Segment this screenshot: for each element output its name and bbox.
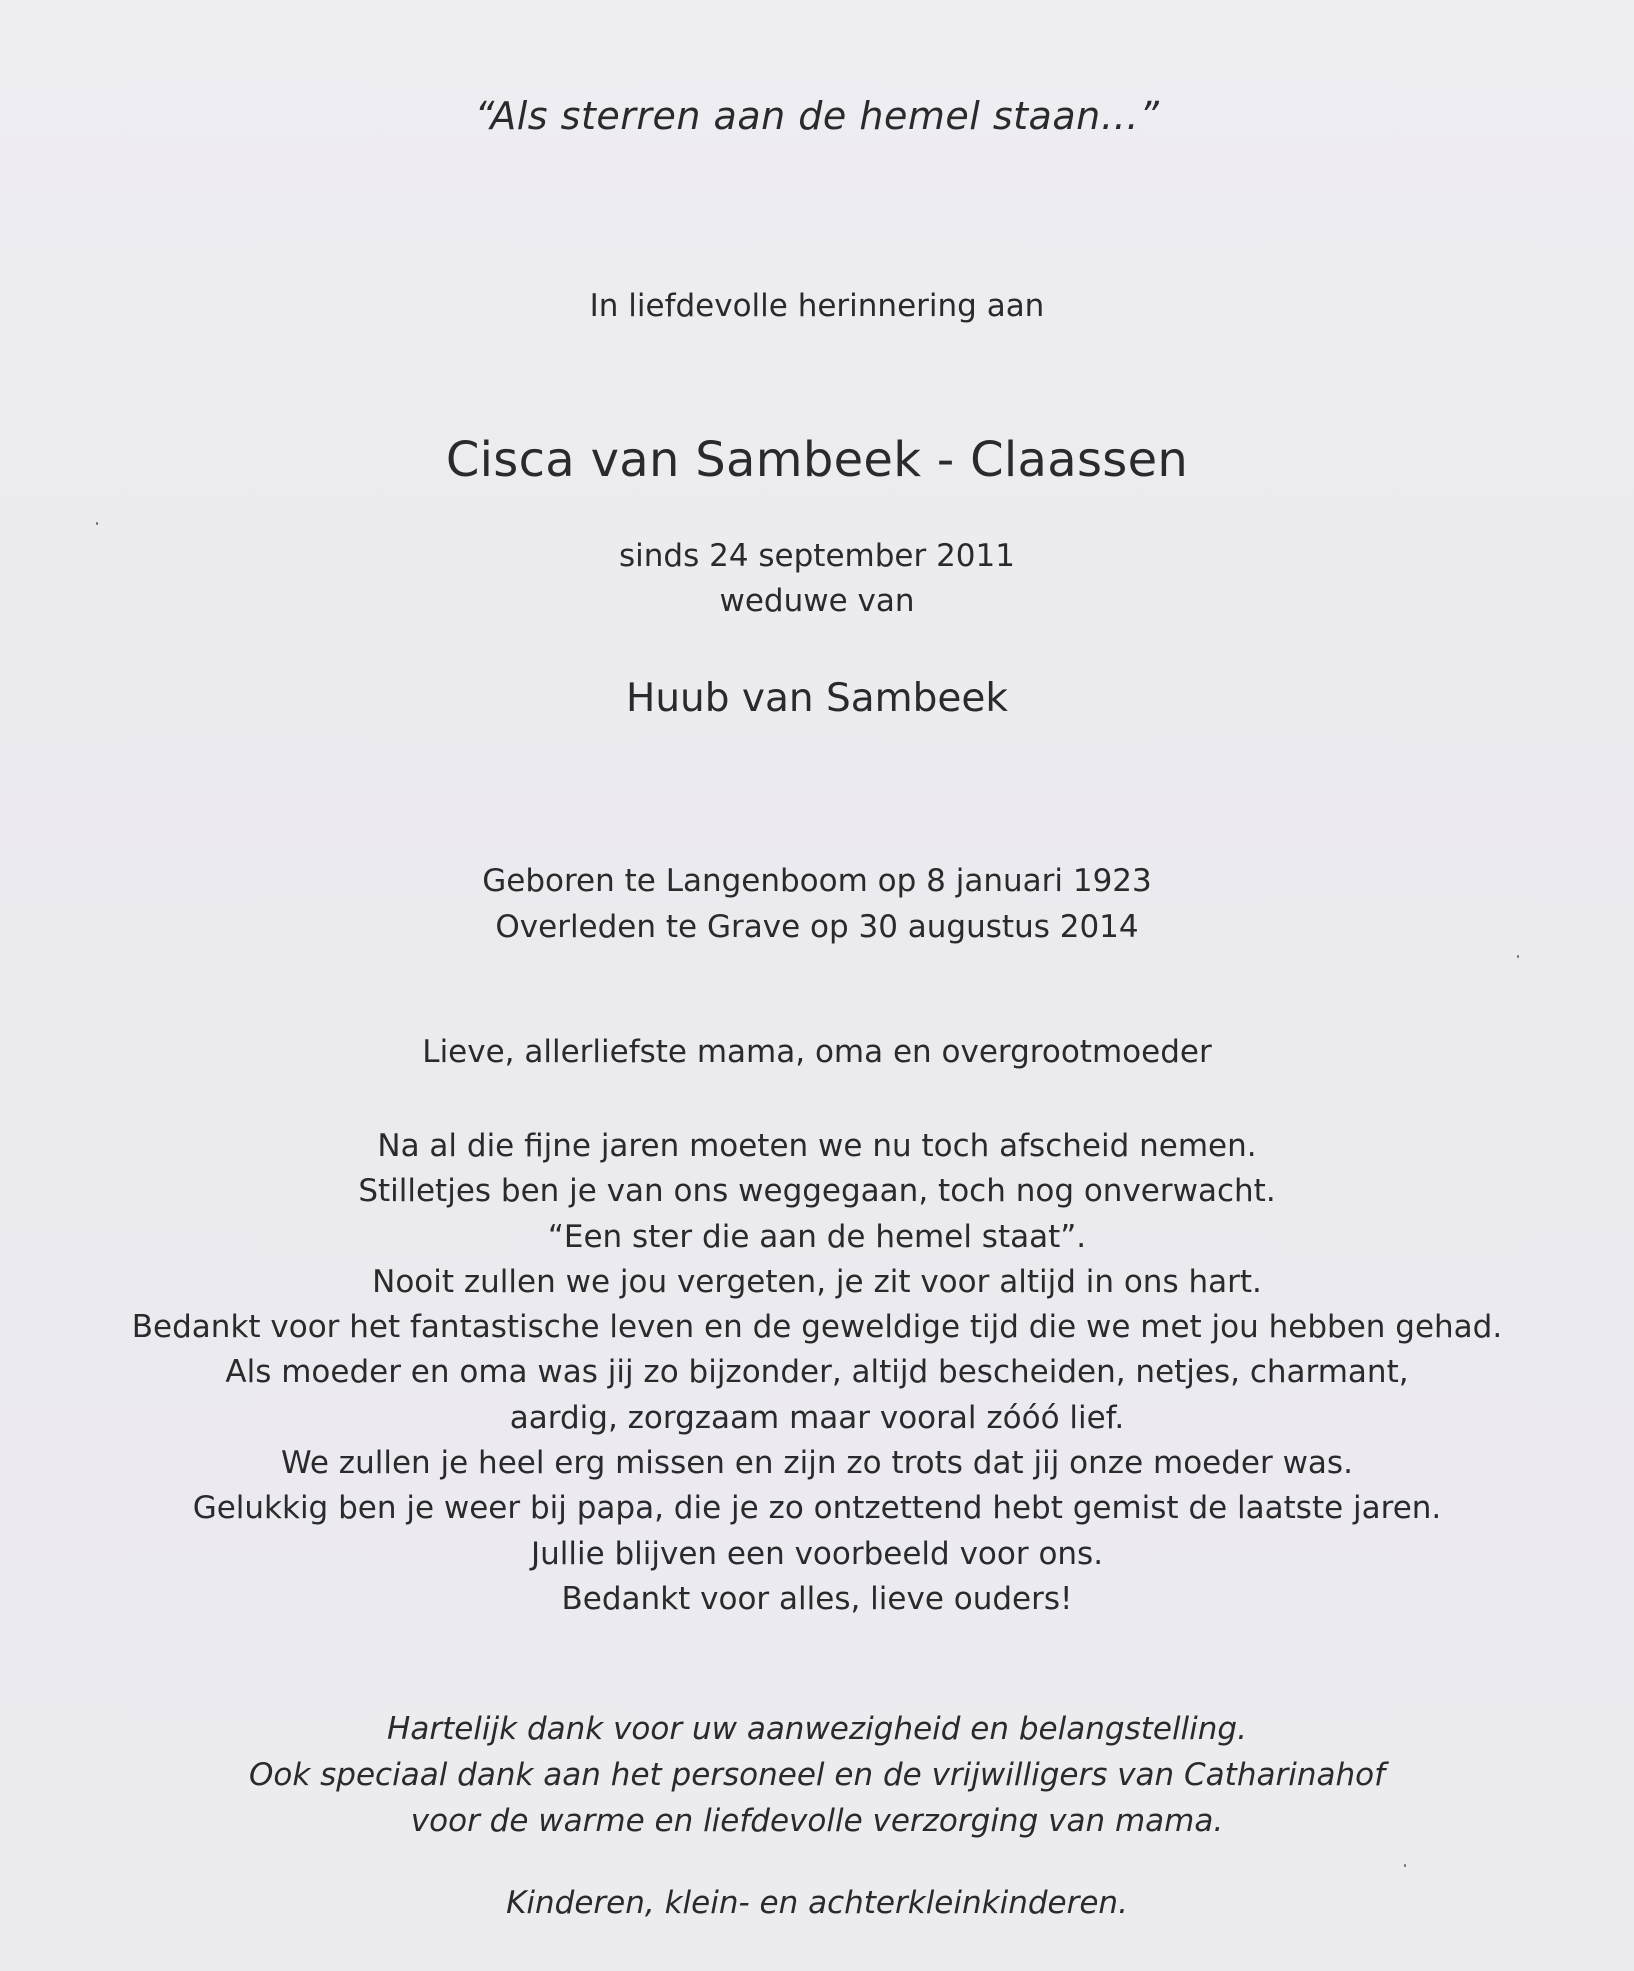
opening-quote: “Als sterren aan de hemel staan…” (474, 94, 1160, 138)
deceased-name: Cisca van Sambeek - Claassen (445, 432, 1189, 488)
poem-line: Als moeder en oma was jij zo bijzonder, altijd bescheiden, netjes, charmant, (225, 1354, 1409, 1391)
farewell-poem (0, 1124, 1634, 1622)
poem-line: Bedankt voor het fantastische leven en de geweldige tijd die we met jou hebben gehad. (131, 1309, 1503, 1346)
poem-line: aardig, zorgzaam maar vooral zóóó lief. (509, 1399, 1125, 1436)
poem-line: We zullen je heel erg missen en zijn zo trots dat jij onze moeder was. (281, 1445, 1353, 1482)
acknowledgement-line: Hartelijk dank voor uw aanwezigheid en belangstelling. (387, 1711, 1247, 1747)
poem-line: Jullie blijven een voorbeeld voor ons. (530, 1535, 1104, 1572)
poem-line: Bedankt voor alles, lieve ouders! (561, 1580, 1073, 1617)
acknowledgement-line: Ook speciaal dank aan het personeel en de vrijwilligers van Catharinahof (248, 1757, 1386, 1793)
widowed-since: sinds 24 september 2011 (619, 538, 1015, 574)
acknowledgement-line: voor de warme en liefdevolle verzorging van mama. (410, 1803, 1224, 1839)
birth-line: Geboren te Langenboom op 8 januari 1923 (482, 863, 1152, 899)
paper-speck (1404, 1864, 1406, 1867)
salutation: Lieve, allerliefste mama, oma en overgrootmoeder (422, 1034, 1212, 1070)
widow-of-label: weduwe van (719, 583, 915, 619)
paper-speck (1517, 955, 1519, 958)
poem-line: Gelukkig ben je weer bij papa, die je zo ontzettend hebt gemist de laatste jaren. (192, 1490, 1442, 1527)
poem-line: Nooit zullen we jou vergeten, je zit voor altijd in ons hart. (372, 1263, 1262, 1300)
signoff: Kinderen, klein- en achterkleinkinderen. (506, 1885, 1128, 1921)
poem-line: Na al die fijne jaren moeten we nu toch afscheid nemen. (377, 1128, 1257, 1164)
death-line: Overleden te Grave op 30 augustus 2014 (495, 909, 1139, 945)
intro-text: In liefdevolle herinnering aan (589, 288, 1045, 324)
acknowledgement (0, 1706, 1634, 1844)
poem-line: “Een ster die aan de hemel staat”. (547, 1218, 1087, 1255)
poem-line: Stilletjes ben je van ons weggegaan, toch nog onverwacht. (358, 1173, 1276, 1210)
paper-speck (96, 522, 98, 525)
husband-name: Huub van Sambeek (626, 676, 1008, 721)
